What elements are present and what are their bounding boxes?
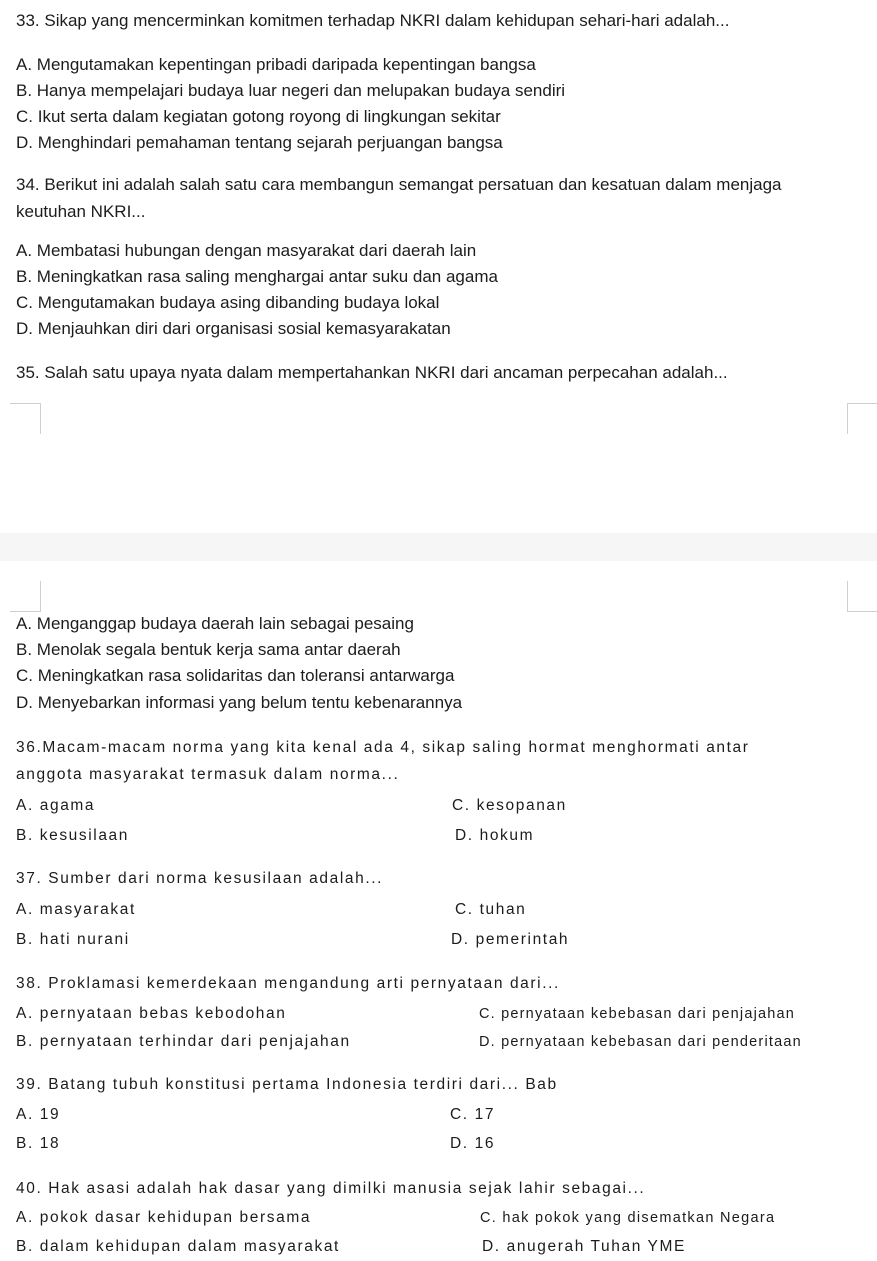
q34-question-line1: 34. Berikut ini adalah salah satu cara membangun semangat persatuan dan kesatuan dalam menjaga (16, 175, 782, 194)
q38-option-d[interactable]: D. pernyataan kebebasan dari penderitaan (479, 1034, 802, 1050)
answer-box-corner-tr (847, 403, 877, 434)
q36-option-d[interactable]: D. hokum (455, 827, 535, 844)
q33-option-b[interactable]: B. Hanya mempelajari budaya luar negeri dan melupakan budaya sendiri (16, 81, 566, 100)
answer-box-corner-bl (10, 581, 41, 612)
q40-question: 40. Hak asasi adalah hak dasar yang dimilki manusia sejak lahir sebagai... (16, 1180, 646, 1197)
q36-option-c[interactable]: C. kesopanan (452, 797, 567, 814)
q39-option-c[interactable]: C. 17 (450, 1106, 496, 1123)
q35-question: 35. Salah satu upaya nyata dalam mempertahankan NKRI dari ancaman perpecahan adalah... (16, 363, 728, 382)
q35-option-d[interactable]: D. Menyebarkan informasi yang belum tentu kebenarannya (16, 693, 463, 712)
q38-option-a[interactable]: A. pernyataan bebas kebodohan (16, 1005, 287, 1022)
q36-option-b[interactable]: B. kesusilaan (16, 827, 129, 844)
q37-question: 37. Sumber dari norma kesusilaan adalah... (16, 870, 384, 887)
q38-option-c[interactable]: C. pernyataan kebebasan dari penjajahan (479, 1006, 796, 1022)
q35-option-c[interactable]: C. Meningkatkan rasa solidaritas dan toleransi antarwarga (16, 666, 455, 685)
q33-option-d[interactable]: D. Menghindari pemahaman tentang sejarah perjuangan bangsa (16, 133, 503, 152)
q33-question: 33. Sikap yang mencerminkan komitmen terhadap NKRI dalam kehidupan sehari-hari adalah... (16, 11, 730, 30)
q38-option-b[interactable]: B. pernyataan terhindar dari penjajahan (16, 1033, 351, 1050)
answer-box-corner-tl (10, 403, 41, 434)
q33-option-a[interactable]: A. Mengutamakan kepentingan pribadi daripada kepentingan bangsa (16, 55, 536, 74)
q35-option-a[interactable]: A. Menganggap budaya daerah lain sebagai pesaing (16, 614, 414, 633)
q39-question: 39. Batang tubuh konstitusi pertama Indonesia terdiri dari... Bab (16, 1076, 558, 1093)
page-gap (0, 533, 877, 561)
q37-option-a[interactable]: A. masyarakat (16, 901, 136, 918)
q34-option-d[interactable]: D. Menjauhkan diri dari organisasi sosial kemasyarakatan (16, 319, 451, 338)
q40-option-a[interactable]: A. pokok dasar kehidupan bersama (16, 1209, 312, 1226)
q34-option-c[interactable]: C. Mengutamakan budaya asing dibanding budaya lokal (16, 293, 440, 312)
q34-option-a[interactable]: A. Membatasi hubungan dengan masyarakat dari daerah lain (16, 241, 477, 260)
q33-option-c[interactable]: C. Ikut serta dalam kegiatan gotong royong di lingkungan sekitar (16, 107, 501, 126)
q39-option-d[interactable]: D. 16 (450, 1135, 496, 1152)
q36-question-line2: anggota masyarakat termasuk dalam norma... (16, 766, 400, 783)
q36-question-line1: 36.Macam-macam norma yang kita kenal ada 4, sikap saling hormat menghormati antar (16, 739, 750, 756)
q40-option-d[interactable]: D. anugerah Tuhan YME (482, 1238, 686, 1255)
q34-question-line2: keutuhan NKRI... (16, 202, 146, 221)
q37-option-b[interactable]: B. hati nurani (16, 931, 130, 948)
q37-option-d[interactable]: D. pemerintah (451, 931, 570, 948)
q37-option-c[interactable]: C. tuhan (455, 901, 527, 918)
q36-option-a[interactable]: A. agama (16, 797, 96, 814)
q38-question: 38. Proklamasi kemerdekaan mengandung arti pernyataan dari... (16, 975, 560, 992)
q39-option-a[interactable]: A. 19 (16, 1106, 61, 1123)
q40-option-c[interactable]: C. hak pokok yang disematkan Negara (480, 1210, 776, 1226)
q40-option-b[interactable]: B. dalam kehidupan dalam masyarakat (16, 1238, 340, 1255)
q34-option-b[interactable]: B. Meningkatkan rasa saling menghargai antar suku dan agama (16, 267, 498, 286)
q39-option-b[interactable]: B. 18 (16, 1135, 61, 1152)
q35-option-b[interactable]: B. Menolak segala bentuk kerja sama antar daerah (16, 640, 401, 659)
answer-box-corner-br (847, 581, 877, 612)
